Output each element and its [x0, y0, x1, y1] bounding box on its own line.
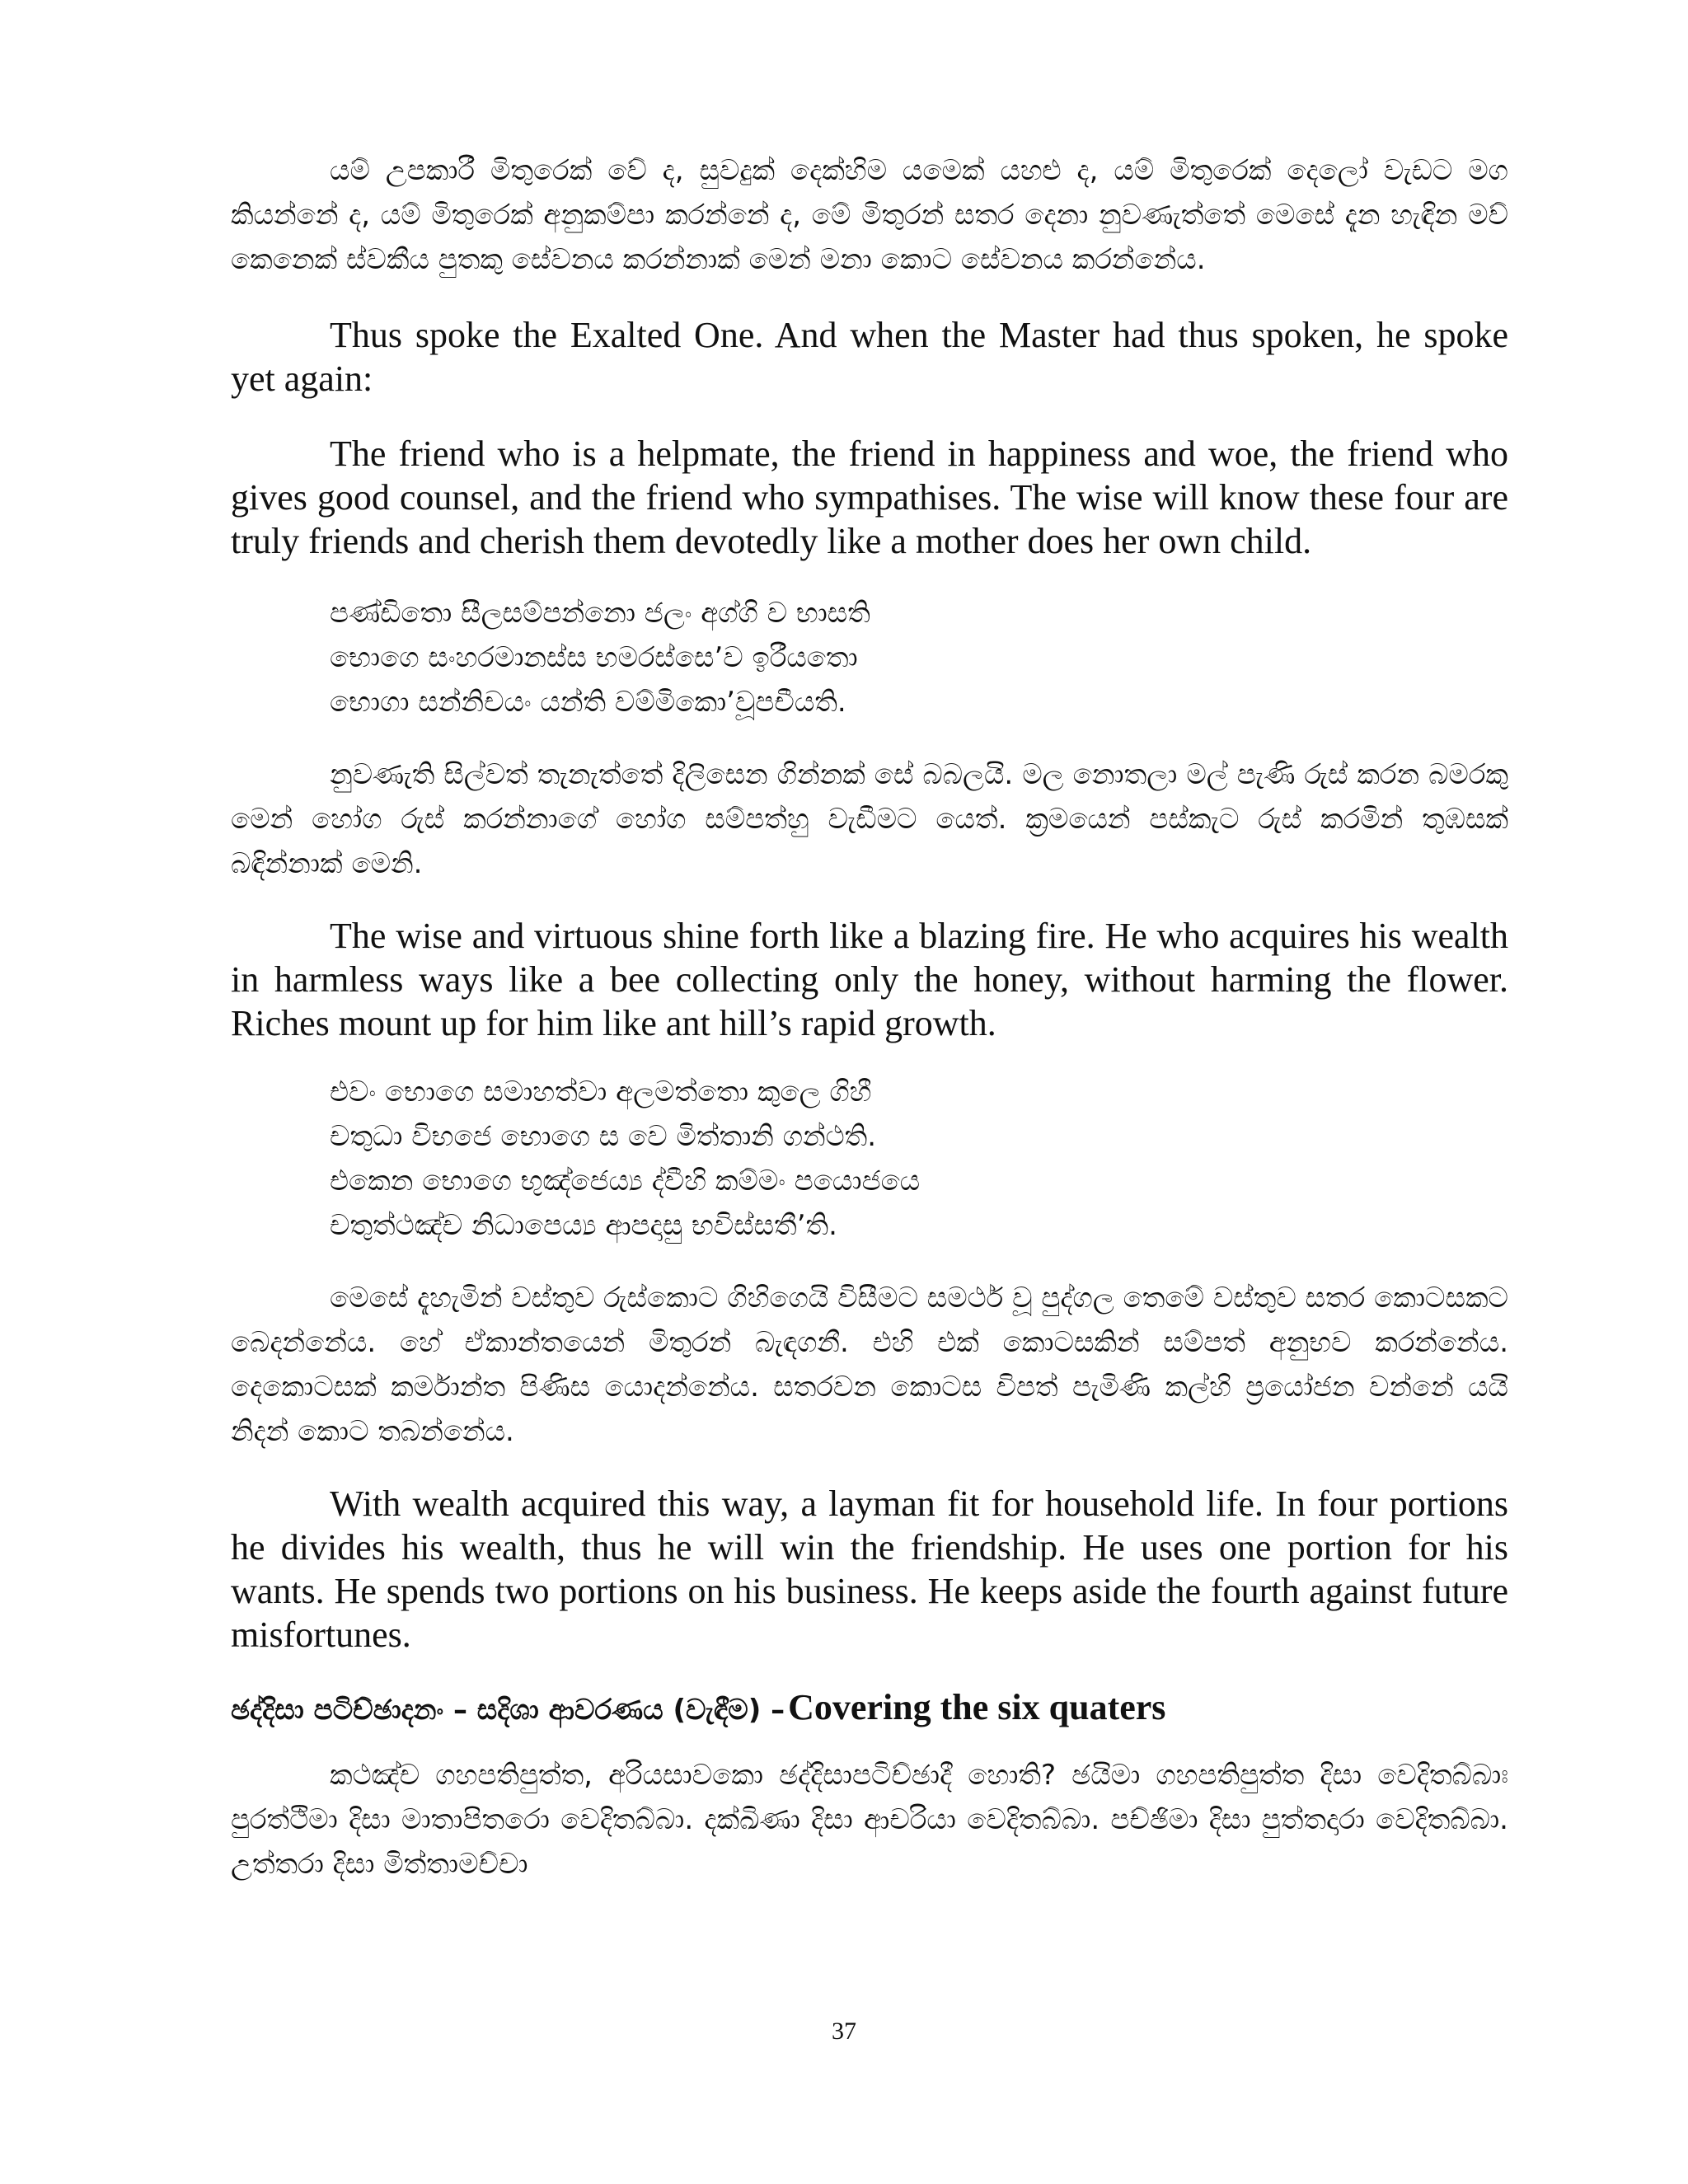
sinhala-paragraph-2: නුවණැති සිල්වත් තැනැත්තේ දිලිසෙන ගින්නක් සේ බබලයි. මල නොතලා මල් පැණි රුස් කරන බමරකු මෙන් හෝග රුස් කරන්නාගේ හෝග සම්පත්හු වැඩීමට යෙත්. ක්‍රමයෙන් පස්කැට රුස් කරමින් තුඹසක් බඳින්නාක් මෙනි. — [231, 758, 1508, 880]
pali-verse-1 — [330, 591, 1508, 724]
sinhala-paragraph-3: මෙසේ දැහැමින් වස්තුව රුස්කොට ගිහිගෙයි විසීමට සමර්ථ වූ පුද්ගල තෙමේ වස්තුව සතර කොටසකට බෙදන්නේය. හේ ඒකාන්තයෙන් මිතුරන් බැඳගනී. එහි එක් කොටසකින් සම්පත් අනුභව කරන්නේය. දෙකොටසක් කර්මාන්ත පිණිස යොදන්නේය. සතරවන කොටස විපත් පැමිණි කල්හි ප්‍රයෝජන වන්නේ යයි නිදන් කොට තබන්නේය. — [231, 1282, 1508, 1448]
pali-paragraph: කථඤ්ච ගහපතිපුත්ත, අරියසාවකො ඡද්දිසාපටිච්ඡාදී හොති? ඡයිමා ගහපතිපුත්ත දිසා වෙදිතබ්බාඃ පුරත්ථිමා දිසා මාතාපිතරො වෙදිතබ්බා. දක්ඛිණා දිසා ආචරියා වෙදිතබ්බා. පච්ඡිමා දිසා පුත්තදාරා වෙදිතබ්බා. උත්තරා දිසා මිත්තාමච්චා — [231, 1759, 1508, 1881]
english-paragraph-3: The wise and virtuous shine forth like a blazing fire. He who acquires his wealth in harmless ways like a bee collecting only the honey, without harming the flower. Riches mount up for him like ant hill’s rapid growth. — [231, 916, 1508, 1043]
english-paragraph-4: With wealth acquired this way, a layman fit for household life. In four portions he divides his wealth, thus he will win the friendship. He uses one portion for his wants. He spends two portions on his business. He keeps aside the fourth against future misfortunes. — [231, 1483, 1508, 1655]
pali-verse-2 — [330, 1070, 1508, 1248]
page-content — [231, 148, 1508, 1886]
verse-line: එකෙන භොගෙ භුඤ්ජෙය්‍ය ද්වීහි කම්මං පයොජයෙ — [330, 1165, 921, 1197]
verse-line: චතුධා විභජෙ භොගෙ ස වෙ මිත්තානි ගන්ථති. — [330, 1120, 877, 1153]
english-paragraph-2: The friend who is a helpmate, the friend in happiness and woe, the friend who gives good counsel, and the friend who sympathises. The wise will know these four are truly friends and cherish them devotedly like a mother does her own child. — [231, 434, 1508, 561]
verse-line: චතුත්ථඤ්ච නිධාපෙය්‍ය ආපදාසු භවිස්සතී’ති. — [330, 1209, 837, 1242]
verse-line: පණ්ඩිතො සීලසම්පන්නො ජලං අග්ගි ව භාසති — [330, 597, 870, 630]
verse-line: භොගා සන්නිචයං යන්ති වම්මිකො’වූපචීයති. — [330, 686, 846, 719]
verse-line: එවං භොගෙ සමාහත්වා අලමත්තො කුලෙ ගිහී — [330, 1076, 872, 1108]
page-number: 37 — [832, 2018, 856, 2045]
english-paragraph-1: Thus spoke the Exalted One. And when the Master had thus spoken, he spoke yet again: — [231, 315, 1508, 399]
section-heading-english: Covering the six quaters — [788, 1687, 1166, 1727]
sinhala-paragraph-1: යම් උපකාරී මිතුරෙක් වේ ද, සුවදුක් දෙක්හිම යමෙක් යහළු ද, යම් මිතුරෙක් දෙලෝ වැඩට මග කියන්නේ ද, යම් මිතුරෙක් අනුකම්පා කරන්නේ ද, මේ මිතුරන් සතර දෙනා නුවණැත්තේ මෙසේ දැන හැඳින මව් කෙනෙක් ස්වකීය පුතකු සේවනය කරන්නාක් මෙන් මනා කොට සේවනය කරන්නේය. — [231, 154, 1508, 276]
section-heading-sinhala: ඡද්දිසා පටිච්ඡාදනං – සදිශා ආවරණය (වැඳීම) – — [231, 1694, 785, 1727]
section-heading — [231, 1686, 1508, 1728]
verse-line: භොගෙ සංහරමානස්ස භමරස්සෙ’ව ඉරීයතො — [330, 641, 858, 674]
